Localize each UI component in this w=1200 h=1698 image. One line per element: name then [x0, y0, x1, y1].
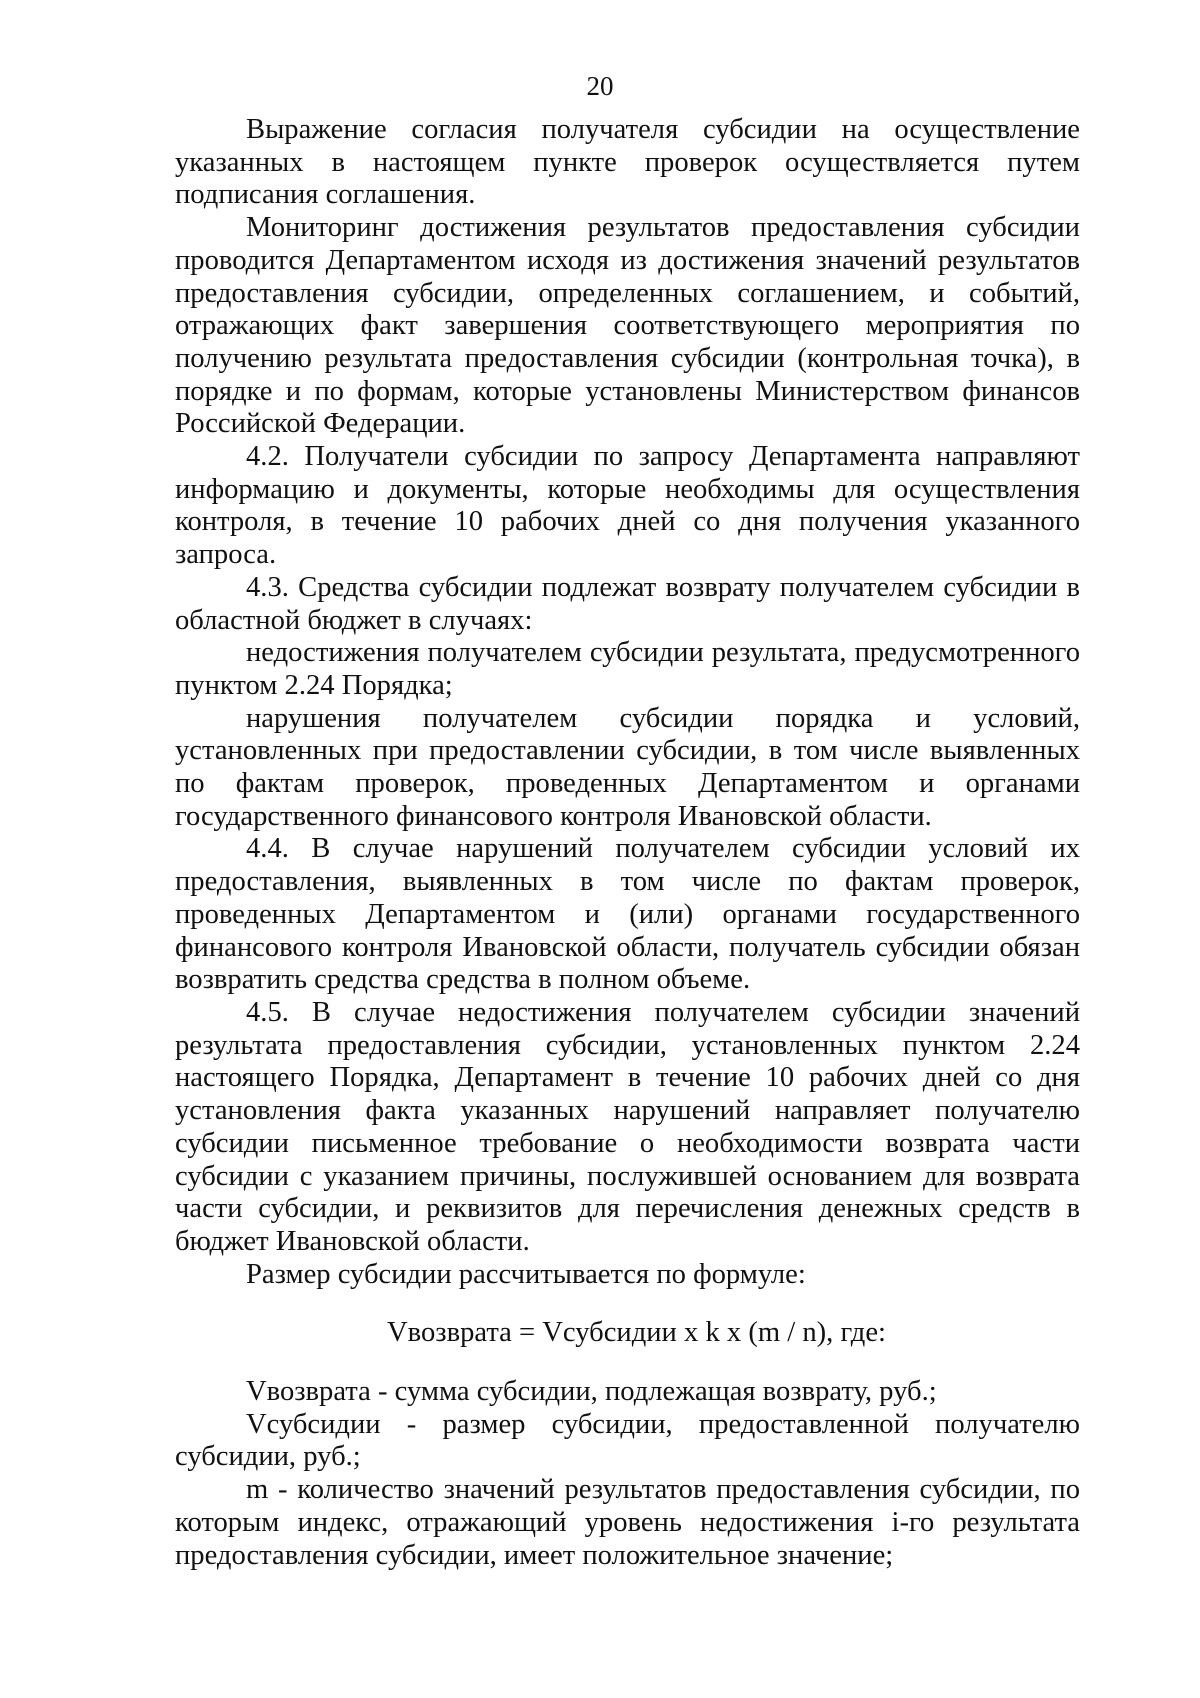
paragraph-consent: Выражение согласия получателя субсидии на осуществление указанных в настоящем пункте проверок осуществляется путем подписания соглашения.: [175, 114, 1080, 211]
page-number: 20: [586, 71, 614, 101]
document-body: [175, 114, 1080, 1572]
definition-v-return: Vвозврата - сумма субсидии, подлежащая возврату, руб.;: [246, 1376, 937, 1408]
paragraph-4-2: 4.2. Получатели субсидии по запросу Департамента направляют информацию и документы, которые необходимы для осуществления контроля, в течение 10 рабочих дней со дня получения указанного запроса.: [175, 441, 1080, 571]
paragraph-4-4: 4.4. В случае нарушений получателем субсидии условий их предоставления, выявленных в том числе по фактам проверок, проведенных Департаментом и (или) органами государственного финансового контроля Ивановской области, получатель субсидии обязан возвратить средства средства в полном объеме.: [175, 833, 1080, 996]
paragraph-monitoring: Мониторинг достижения результатов предоставления субсидии проводится Департаментом исходя из достижения значений результатов предоставления субсидии, определенных соглашением, и событий, отражающих факт завершения соответствующего мероприятия по получению результата предоставления субсидии (контрольная точка), в порядке и по формам, которые установлены Министерством финансов Российской Федерации.: [175, 212, 1080, 440]
paragraph-formula-intro: Размер субсидии рассчитывается по формуле:: [246, 1258, 806, 1290]
paragraph-case-non-achievement: недостижения получателем субсидии результата, предусмотренного пунктом 2.24 Порядка;: [175, 637, 1080, 701]
definition-v-subsidy: Vсубсидии - размер субсидии, предоставленной получателю субсидии, руб.;: [175, 1408, 1080, 1473]
paragraph-4-5: 4.5. В случае недостижения получателем субсидии значений результата предоставления субсидии, установленных пунктом 2.24 настоящего Порядка, Департамент в течение 10 рабочих дней со дня установления факта указанных нарушений направляет получателю субсидии письменное требование о необходимости возврата части субсидии с указанием причины, послужившей основанием для возврата части субсидии, и реквизитов для перечисления денежных средств в бюджет Ивановской области.: [175, 996, 1080, 1257]
definition-m: m - количество значений результатов предоставления субсидии, по которым индекс, отражающий уровень недостижения i-го результата предоставления субсидии, имеет положительное значение;: [175, 1474, 1080, 1571]
paragraph-4-3: 4.3. Средства субсидии подлежат возврату получателем субсидии в областной бюджет в случаях:: [175, 571, 1080, 636]
formula: Vвозврата = Vсубсидии x k x (m / n), где:: [387, 1317, 886, 1349]
paragraph-case-violation: нарушения получателем субсидии порядка и условий, установленных при предоставлении субсидии, в том числе выявленных по фактам проверок, проведенных Департаментом и органами государственного финансового контроля Ивановской области.: [175, 702, 1080, 832]
